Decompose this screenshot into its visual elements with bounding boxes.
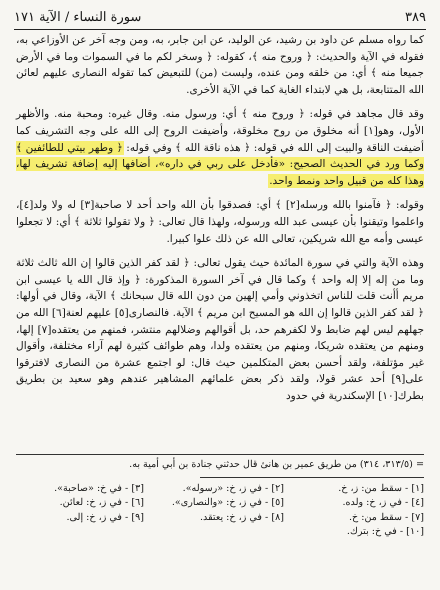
highlighted-passage: ﴿ وطهر بيتي للطائفين ﴾ وكما ورد في الحديث الصحيح: «فأدخل على ربي في داره»، أضافها إليه إضافة تشريف لها، وهذا كله من قبيل واحد ونمط واحد. xyxy=(16,141,424,187)
running-title: سورة النساء / الآية ١٧١ xyxy=(14,9,142,25)
footnotes xyxy=(16,458,424,540)
paragraph-1: كما رواه مسلم عن داود بن رشيد، عن الوليد، عن ابن جابر، به، ومن وجه آخر عن الأوزاعي به، فقوله في الآية والحديث: ﴿ وروح منه ﴾، كقوله: ﴿ وسخر لكم ما في السموات وما في الأرض جميعا منه ﴾ أي: من خلقه ومن عنده، وليست (من) للتبعيض كما تقوله النصارى عليهم لعائن الله المتتابعة، بل هي لابتداء الغاية كما في الآية الأخرى. xyxy=(16,34,424,96)
page-number: ٣٨٩ xyxy=(405,9,426,25)
footnote-item: [٦] - في ز، خ: لعائن. xyxy=(59,497,144,508)
footnote-item: [٩] - في ز، خ: إلى. xyxy=(66,511,144,523)
paragraph-4: وهذه الآية والتي في سورة المائدة حيث يقول تعالى: ﴿ لقد كفر الذين قالوا إن الله ثالث ثلاثة وما من إله إلا إله واحد ﴾ وكما قال في آخر السورة المذكورة: ﴿ وإذ قال الله يا عيسى ابن مريم أأنت قلت للناس اتخذوني وأمي إلهين من دون الله قال سبحانك ﴾ الآية، وقال في أولها: ﴿ لقد كفر الذين قالوا إن الله هو المسيح ابن مريم ﴾ الآية. فالنصارى[٥] عليهم لعنة[٦] الله من جهلهم ليس لهم ضابط ولا لكفرهم حد، بل أقوالهم وضلالهم منتشر، فمنهم من يعتقده[٧] إلها، ومنهم من يعتقده شريكا، ومنهم من يعتقده ولدا، وهم طوائف كثيرة لهم آراء مختلفة، وأقوال غير مؤتلفة، ولقد أحسن بعض المتكلمين حيث قال: لو اجتمع عشرة من النصارى لافترقوا على[٩] أحد عشر قولا، ولقد ذكر بعض علمائهم المشاهير عندهم وهو سعيد بن بطريق بطرك[١٠] الإسكندرية في حدود xyxy=(16,257,424,402)
footnote-item: [٢] - في ز، خ: «رسوله». xyxy=(182,482,284,494)
footnote-item: [١] - سقط من: ز، خ. xyxy=(338,482,424,494)
footnote-item: [٥] - في ز، خ: «والنصارى». xyxy=(171,497,284,508)
header-rule xyxy=(14,29,426,30)
footnote-item: [٧] - سقط من: خ. xyxy=(348,511,424,523)
footnote-item: [١٠] - في خ: بترك. xyxy=(346,526,424,537)
main-text xyxy=(16,32,424,404)
page-header xyxy=(14,8,426,26)
footnote-list xyxy=(16,482,424,540)
footnote-separator xyxy=(200,477,424,478)
paragraph-2 xyxy=(16,106,424,189)
footnote-item: [٨] - في ز، خ: يعتقد. xyxy=(199,511,284,523)
paragraph-3: وقوله: ﴿ فآمنوا بالله ورسله[٢] ﴾ أي: فصدقوا بأن الله واحد أحد لا صاحبة[٣] له ولا ولد[٤]، واعلموا وتيقنوا بأن عيسى عبد الله ورسوله، ولهذا قال تعالى: ﴿ ولا تقولوا ثلاثة ﴾ أي: لا تجعلوا عيسى وأمه مع الله شريكين، تعالى الله عن ذلك علوا كبيرا. xyxy=(16,199,425,245)
footnote-source: = (٣١٣/٥، ٣١٤) من طريق عمير بن هانئ قال حدثني جنادة بن أبي أمية به. xyxy=(129,459,424,470)
footnote-item: [٤] - في ز، خ: ولده. xyxy=(342,497,424,508)
paragraph-2-text: وقد قال مجاهد في قوله: ﴿ وروح منه ﴾ أي: ورسول منه. وقال غيره: ومحبة منه. والأظهر الأول، وهو[١] أنه مخلوق من روح مخلوقة، وأضيفت الروح إلى الله على وجه التشريف كما أضيفت الناقة والبيت إلى الله في قوله: ﴿ هذه ناقة الله ﴾ وفي قوله: xyxy=(16,108,424,154)
footnote-item: [٣] - في خ: «صاحبة». xyxy=(54,482,144,494)
footnotes-rule xyxy=(16,454,424,455)
